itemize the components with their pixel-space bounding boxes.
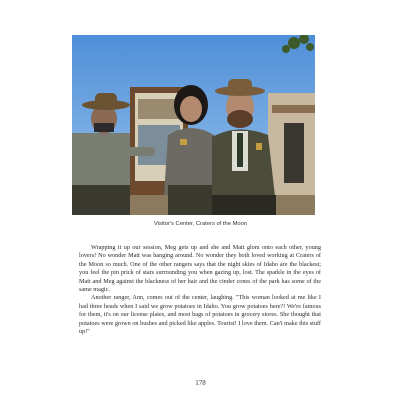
body-text [79, 244, 321, 336]
page-number: 178 [195, 379, 206, 387]
paragraph-1: Wrapping it up our session, Meg gets up and she and Matt glom onto each other, young lovers! No wonder Matt was hanging around. No wonder they both loved working at Craters of the Moon so much. One of the other rangers says that the night skies of Idaho are the blackest; you feel the pin prick of stars surrounding you when gazing up, lost. The sparkle in the eyes of Matt and Meg against the blackness of her hair and the cinder cones of the park has some of the same magic. [79, 244, 321, 294]
rangers-photo-illustration [72, 35, 315, 215]
photo-caption: Visitor's Center, Craters of the Moon [153, 221, 248, 227]
paragraph-2: Another ranger, Ann, comes out of the center, laughing. "This woman looked at me like I had three heads when I said we grow potatoes in Idaho. You grow potatoes here?! We're famous for them, it's on our license plates, and most bags of potatoes in grocery stores. She thought that potatoes were grown on bushes and picked like apples. Tourist! I love them. Can't make this stuff up!" [79, 294, 321, 336]
rangers-photo [72, 35, 315, 215]
